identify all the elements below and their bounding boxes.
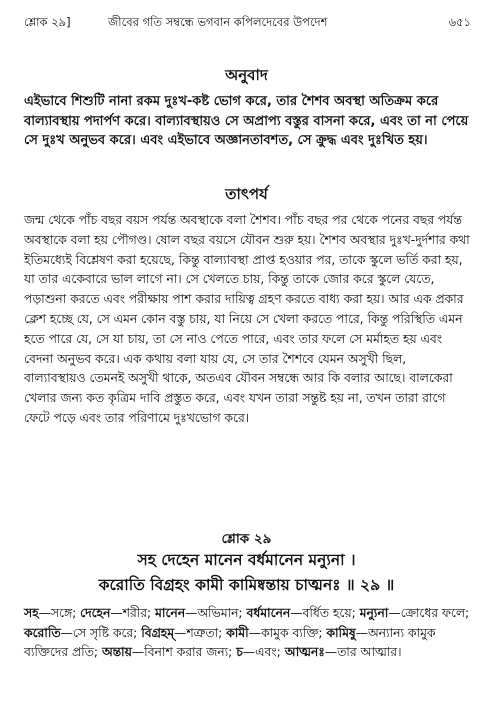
synonym-meaning: অন্যান্য কামুক ব্যক্তিদের প্রতি;: [24, 625, 436, 659]
synonym-entry: বিগ্রহম্—শত্রুতা;: [141, 625, 227, 640]
synonym-entry: দেহেন—শরীর;: [80, 606, 156, 620]
synonym-term: চ: [236, 645, 243, 659]
synonym-meaning: শত্রুতা;: [186, 625, 227, 640]
translation-heading: অনুবাদ: [225, 66, 268, 84]
synonym-term: আত্মনঃ: [284, 645, 325, 659]
synonym-meaning: সঙ্গে;: [50, 606, 81, 620]
synonym-term: বর্ধমানেন: [246, 606, 291, 620]
synonym-entry: চ—এবং;: [236, 645, 285, 659]
synonym-meaning: ক্রোধের ফলে;: [400, 606, 470, 620]
synonym-entry: অন্তায়—বিনাশ করার জন্য;: [101, 645, 237, 659]
verse-block: [0, 548, 493, 598]
synonym-term: কামিষু: [326, 625, 356, 640]
synonym-entry: কামিষু—অন্যান্য কামুক ব্যক্তিদের প্রতি;: [24, 625, 436, 659]
synonym-term: করোতি: [24, 625, 61, 640]
synonym-meaning: তার আত্মার।: [337, 645, 402, 659]
synonym-meaning: সে সৃষ্টি করে;: [72, 625, 142, 640]
synonym-entry: সহ—সঙ্গে;: [24, 606, 81, 620]
synonym-entry: মন্যুনা—ক্রোধের ফলে;: [359, 606, 470, 620]
synonym-meaning: এবং;: [255, 645, 285, 659]
synonym-meaning: বর্ধিত হয়ে;: [302, 606, 360, 620]
verse-line-1: সহ দেহেন মানেন বর্ধমানেন মন্যুনা ।: [137, 551, 356, 569]
translation-text: এইভাবে শিশুটি নানা রকম দুঃখ-কষ্ট ভোগ করে, তার শৈশব অবস্থা অতিক্রম করে বাল্যাবস্থায় পদার্পণ করে। বাল্যাবস্থায়ও সে অপ্রাপ্য বস্তুর বাসনা করে, এবং তা না পেয়ে সে দুঃখ অনুভব করে। এবং এইভাবে অজ্ঞানতাবশত, সে ক্রুদ্ধ এবং দুঃখিত হয়।: [24, 94, 469, 148]
purport-heading: তাৎপর্য: [225, 185, 268, 203]
synonym-term: অন্তায়: [101, 645, 132, 659]
synonym-entry: করোতি—সে সৃষ্টি করে;: [24, 625, 142, 640]
synonym-term: দেহেন: [80, 606, 111, 620]
synonym-entry: মানেন—অভিমান;: [155, 606, 247, 620]
synonyms-block: [24, 604, 474, 663]
header-verse-ref: শ্লোক ২৯]: [24, 15, 71, 29]
verse-title: শ্লোক ২৯: [221, 531, 272, 547]
synonym-term: মন্যুনা: [359, 606, 389, 620]
synonym-meaning: শরীর;: [122, 606, 156, 620]
synonym-meaning: বিনাশ করার জন্য;: [144, 645, 237, 659]
synonym-meaning: কামুক ব্যক্তি;: [260, 625, 327, 640]
synonym-entry: বর্ধমানেন—বর্ধিত হয়ে;: [246, 606, 360, 620]
synonym-term: বিগ্রহম্: [141, 625, 175, 640]
synonym-entry: কামী—কামুক ব্যক্তি;: [226, 625, 327, 640]
synonym-term: সহ: [24, 606, 39, 620]
synonym-entry: আত্মনঃ—তার আত্মার।: [284, 645, 402, 659]
header-chapter-title: জীবের গতি সম্বন্ধে ভগবান কপিলদেবের উপদেশ: [108, 15, 328, 29]
synonym-meaning: অভিমান;: [197, 606, 247, 620]
verse-line-2: করোতি বিগ্রহং কামী কামিষ্বন্তায় চাত্মনঃ ॥ ২৯ ॥: [98, 576, 395, 594]
running-header: [24, 12, 471, 32]
page-number: ৬৫১: [448, 15, 471, 29]
synonym-term: মানেন: [155, 606, 186, 620]
purport-text: জন্ম থেকে পাঁচ বছর বয়স পর্যন্ত অবস্থাকে বলা শৈশব। পাঁচ বছর পর থেকে পনের বছর পর্যন্ত অবস্থাকে বলা হয় পৌগণ্ড। ষোল বছর বয়সে যৌবন শুরু হয়। শৈশব অবস্থার দুঃখ-দুর্দশার কথা ইতিমধ্যেই বিশ্লেষণ করা হয়েছে, কিন্তু বাল্যাবস্থা প্রাপ্ত হওয়ার পর, তাকে স্কুলে ভর্তি করা হয়, যা তার একেবারে ভাল লাগে না। সে খেলতে চায়, কিন্তু তাকে জোর করে স্কুলে যেতে, পড়াশুনা করতে এবং পরীক্ষায় পাশ করার দায়িত্ব গ্রহণ করতে বাধ্য করা হয়। আর এক প্রকার ক্লেশ হচ্ছে যে, সে এমন কোন বস্তু চায়, যা নিয়ে সে খেলা করতে পারে, কিন্তু পরিস্থিতি এমন হতে পারে যে, সে যা চায়, তা সে নাও পেতে পারে, এবং তার ফলে সে মর্মাহত হয় এবং বেদনা অনুভব করে। এক কথায় বলা যায় যে, সে তার শৈশবে যেমন অসুখী ছিল, বাল্যাবস্থায়ও তেমনই অসুখী থাকে, অতএব যৌবন সম্বন্ধে আর কি বলার আছে। বালকেরা খেলার জন্য কত কৃত্রিম দাবি প্রস্তুত করে, এবং যখন তারা সন্তুষ্ট হয় না, তখন তারা রাগে ফেটে পড়ে এবং তার পরিণামে দুঃখভোগ করে।: [24, 213, 470, 425]
synonym-term: কামী: [226, 625, 249, 640]
